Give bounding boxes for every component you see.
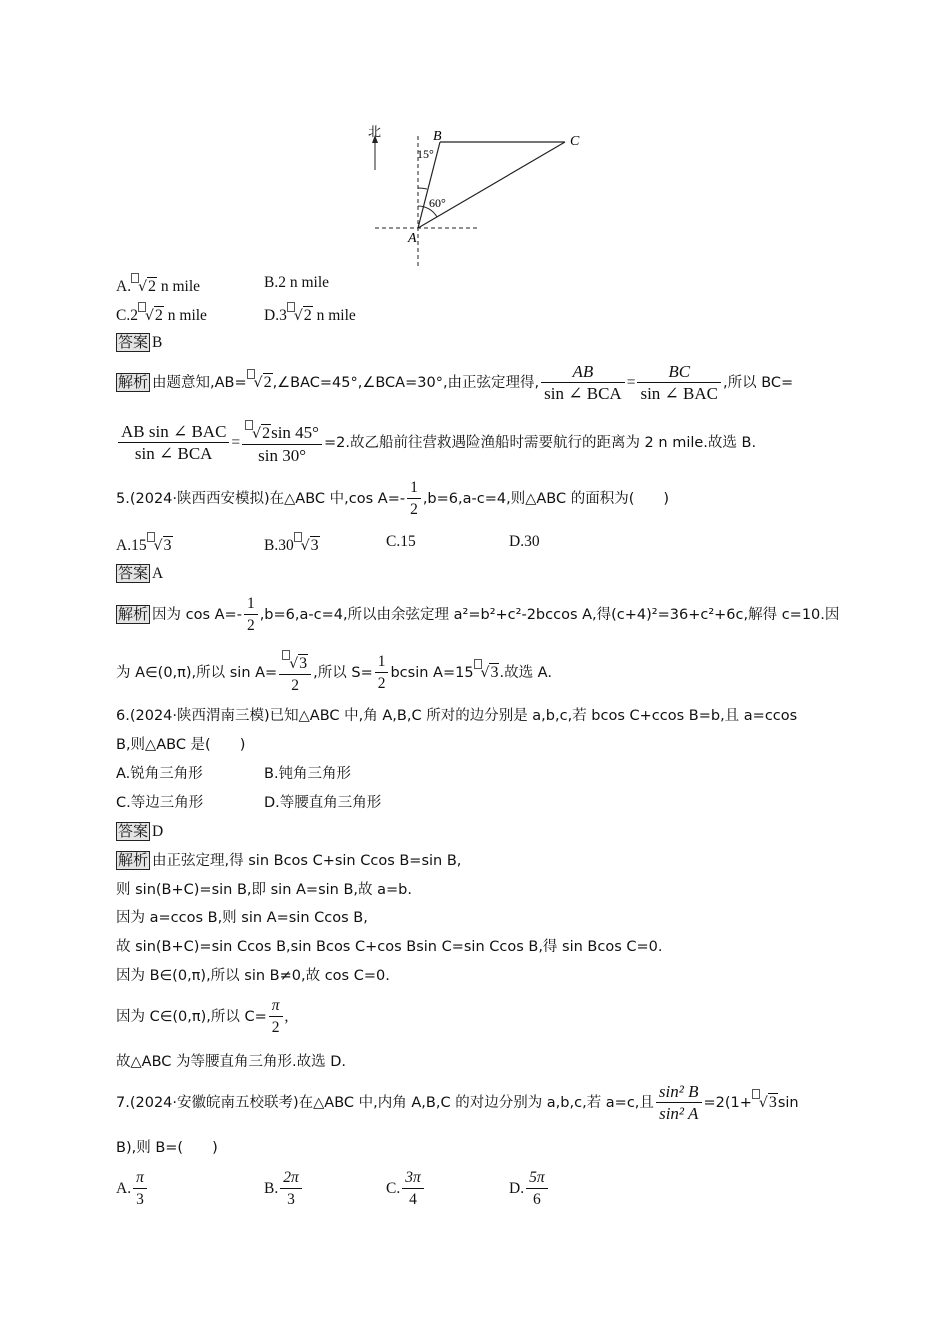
- north-label: 北: [368, 124, 382, 139]
- q4-option-a[interactable]: A. √2 n mile: [116, 273, 200, 297]
- q6-analysis-line-4: 故 sin(B+C)=sin Ccos B,sin Bcos C+cos Bsin C=sin Ccos B,得 sin Bcos C=0.: [116, 939, 663, 955]
- q5-analysis-line-1: 解析 因为 cos A=- $\frac{1}{2}$ ,b=6,a-c=4,所以由余弦定理 a²=b²+c²-2bccos A,得(c+4)²=36+c²+6c,解得 c=10.因: [116, 594, 839, 637]
- answer-tag: 答案: [118, 564, 149, 582]
- q6-option-b[interactable]: B.钝角三角形: [264, 766, 352, 782]
- q5-stem: 5.(2024·陕西西安模拟)在△ABC 中,cos A=- $\frac{1}{2}$ ,b=6,a-c=4,则△ABC 的面积为( ): [116, 478, 669, 521]
- fraction: $\frac{\text{sin² B}}{\text{sin² A}}$: [656, 1082, 702, 1125]
- fraction: $\frac{√3}{2}$: [279, 650, 311, 697]
- fraction: $\frac{2\pi}{3}$: [280, 1168, 302, 1211]
- q4-option-c[interactable]: C.2 √2 n mile: [116, 302, 207, 326]
- analysis-tag: 解析: [118, 851, 149, 869]
- q4-analysis-line-1: 解析 由题意知,AB= √2,∠BAC=45°,∠BCA=30°,由正弦定理得, $\frac{AB}{\text{sin ∠ BCA}}$ = $\frac{BC}{\text{sin ∠ BAC}}$ ,所以 BC=: [118, 362, 794, 403]
- q4-option-d[interactable]: D.3 √2 n mile: [264, 302, 356, 326]
- q7-option-b[interactable]: B. $\frac{2\pi}{3}$: [264, 1168, 304, 1211]
- q6-analysis-line-6: 因为 C∈(0,π),所以 C= $\frac{\pi}{2}$ ,: [116, 996, 288, 1039]
- q6-answer: 答案 D: [118, 822, 164, 840]
- fraction: $\frac{1}{2}$: [244, 594, 258, 637]
- q4-answer: 答案 B: [118, 333, 163, 351]
- fraction: $\frac{3\pi}{4}$: [402, 1168, 424, 1211]
- q7-stem-line-1: 7.(2024·安徽皖南五校联考)在△ABC 中,内角 A,B,C 的对边分别为 a,b,c,若 a=c,且 $\frac{\text{sin² B}}{\text{sin² A}}$ =2(1+ √3sin: [116, 1082, 799, 1123]
- q5-option-b[interactable]: B.30 √3: [264, 532, 320, 556]
- q7-option-a[interactable]: A. $\frac{\pi}{3}$: [116, 1168, 149, 1211]
- q5-answer: 答案 A: [118, 564, 164, 582]
- answer-tag: 答案: [118, 822, 149, 840]
- q6-analysis-line-5: 因为 B∈(0,π),所以 sin B≠0,故 cos C=0.: [116, 968, 390, 984]
- fraction: $\frac{\pi}{2}$: [269, 996, 283, 1039]
- fraction: $\frac{√2\sin 45^\circ}{\sin 30^\circ}$: [242, 420, 322, 467]
- fraction: $\frac{BC}{\text{sin ∠ BAC}}$: [637, 362, 721, 405]
- q6-analysis-line-7: 故△ABC 为等腰直角三角形.故选 D.: [116, 1054, 346, 1070]
- q6-analysis-line-2: 则 sin(B+C)=sin B,即 sin A=sin B,故 a=b.: [116, 882, 412, 898]
- label-a: A: [408, 231, 417, 246]
- fraction: $\frac{\text{AB sin ∠ BAC}}{\text{sin ∠ BCA}}$: [118, 422, 229, 465]
- q6-stem-line-1: 6.(2024·陕西渭南三模)已知△ABC 中,角 A,B,C 所对的边分别是 a,b,c,若 bcos C+ccos B=b,且 a=ccos: [116, 708, 798, 724]
- label-c: C: [570, 134, 580, 149]
- q6-option-c[interactable]: C.等边三角形: [116, 795, 204, 811]
- q6-option-a[interactable]: A.锐角三角形: [116, 766, 203, 782]
- q6-option-d[interactable]: D.等腰直角三角形: [264, 795, 382, 811]
- fraction: $\frac{5\pi}{6}$: [526, 1168, 548, 1211]
- q4-analysis-line-2: $\frac{\text{AB sin ∠ BAC}}{\text{sin ∠ BCA}}$ = $\frac{√2\sin 45^\circ}{\sin 30^\circ}$ =2.故乙船前往营救遇险渔船时需要航行的距离为 2 n mile.故选 B.: [116, 420, 756, 467]
- sqrt: √2: [138, 278, 156, 295]
- q5-option-d[interactable]: D.30: [509, 533, 540, 550]
- q7-option-d[interactable]: D. $\frac{5\pi}{6}$: [509, 1168, 550, 1211]
- q4-option-b[interactable]: B.2 n mile: [264, 274, 330, 291]
- nautical-diagram: [365, 118, 595, 270]
- fraction: $\frac{1}{2}$: [375, 652, 389, 695]
- q6-stem-line-2: B,则△ABC 是( ): [116, 737, 246, 753]
- fraction: $\frac{\pi}{3}$: [133, 1168, 147, 1211]
- angle-15-label: 15°: [417, 147, 434, 161]
- q5-option-c[interactable]: C.15: [386, 533, 416, 550]
- angle-60-label: 60°: [429, 196, 446, 210]
- q5-analysis-line-2: 为 A∈(0,π),所以 sin A= $\frac{√3}{2}$ ,所以 S= $\frac{1}{2}$ bcsin A=15 √3.故选 A.: [116, 650, 552, 697]
- q7-stem-line-2: B),则 B=( ): [116, 1140, 218, 1156]
- answer-tag: 答案: [118, 333, 149, 351]
- fraction: $\frac{1}{2}$: [407, 478, 421, 521]
- sqrt: √2: [293, 307, 312, 324]
- q5-option-a[interactable]: A.15 √3: [116, 532, 173, 556]
- sqrt: √2: [144, 307, 163, 324]
- analysis-tag: 解析: [118, 605, 149, 624]
- label-b: B: [433, 129, 442, 144]
- fraction: $\frac{AB}{\text{sin ∠ BCA}}$: [541, 362, 625, 405]
- q7-option-c[interactable]: C. $\frac{3\pi}{4}$: [386, 1168, 426, 1211]
- q6-analysis-line-3: 因为 a=ccos B,则 sin A=sin Ccos B,: [116, 910, 368, 926]
- q6-analysis-line-1: 解析 由正弦定理,得 sin Bcos C+sin Ccos B=sin B,: [118, 851, 462, 869]
- analysis-tag: 解析: [118, 373, 149, 392]
